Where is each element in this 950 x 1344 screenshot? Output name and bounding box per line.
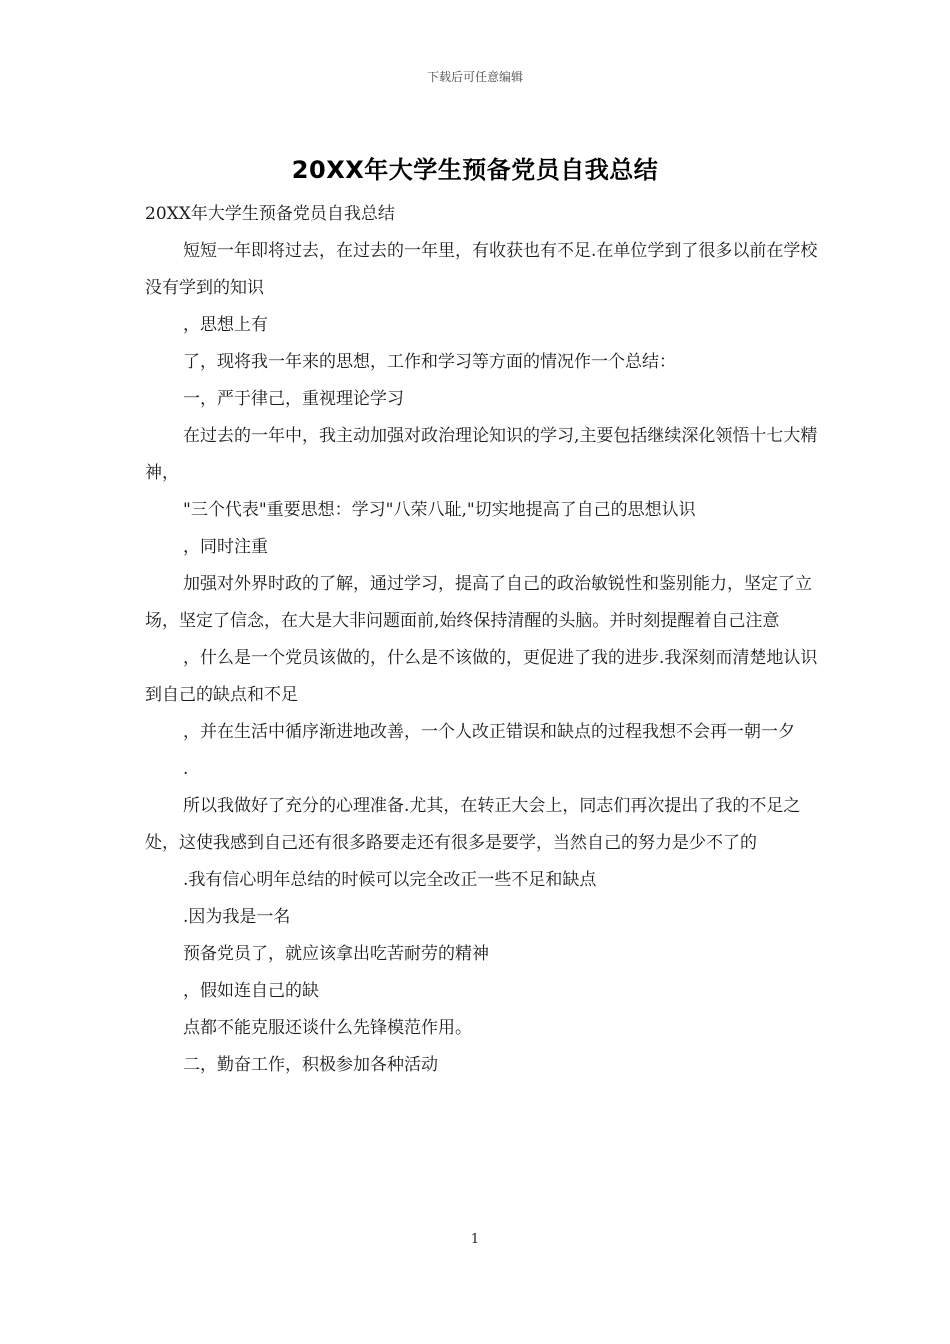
paragraph: ，并在生活中循序渐进地改善，一个人改正错误和缺点的过程我想不会再一朝一夕 — [183, 722, 795, 742]
paragraph: 在过去的一年中，我主动加强对政治理论知识的学习,主要包括继续深化领悟十七大精神， — [145, 426, 818, 483]
paragraph: ，假如连自己的缺 — [183, 981, 319, 1001]
page-header-note: 下载后可任意编辑 — [426, 70, 523, 84]
paragraph: ，思想上有 — [183, 315, 268, 335]
paragraph: 了，现将我一年来的思想，工作和学习等方面的情况作一个总结： — [183, 352, 676, 372]
paragraph: "三个代表"重要思想：学习"八荣八耻,"切实地提高了自己的思想认识 — [183, 500, 696, 520]
paragraph: 预备党员了，就应该拿出吃苦耐劳的精神 — [183, 944, 489, 964]
paragraph: ，什么是一个党员该做的，什么是不该做的，更促进了我的进步.我深刻而清楚地认识到自己的缺点和不足 — [145, 648, 818, 705]
paragraph: . — [183, 759, 189, 779]
document-title: 20XX年大学生预备党员自我总结 — [291, 156, 659, 184]
paragraph: 短短一年即将过去，在过去的一年里，有收获也有不足.在单位学到了很多以前在学校没有学到的知识 — [145, 241, 818, 298]
paragraph: 所以我做好了充分的心理准备.尤其，在转正大会上，同志们再次提出了我的不足之处，这使我感到自己还有很多路要走还有很多是要学，当然自己的努力是少不了的 — [145, 796, 801, 853]
paragraph: 20XX年大学生预备党员自我总结 — [145, 204, 395, 224]
page-number: 1 — [470, 1232, 480, 1247]
paragraph: .因为我是一名 — [183, 907, 291, 927]
paragraph: ，同时注重 — [183, 537, 268, 557]
section-heading: 二，勤奋工作，积极参加各种活动 — [183, 1055, 438, 1075]
paragraph: 点都不能克服还谈什么先锋模范作用。 — [183, 1018, 472, 1038]
section-heading: 一，严于律己，重视理论学习 — [183, 389, 404, 409]
paragraph: 加强对外界时政的了解，通过学习，提高了自己的政治敏锐性和鉴别能力，坚定了立场，坚定了信念，在大是大非问题面前,始终保持清醒的头脑。并时刻提醒着自己注意 — [145, 574, 812, 631]
paragraph: .我有信心明年总结的时候可以完全改正一些不足和缺点 — [183, 870, 597, 890]
document-body — [145, 196, 820, 1084]
